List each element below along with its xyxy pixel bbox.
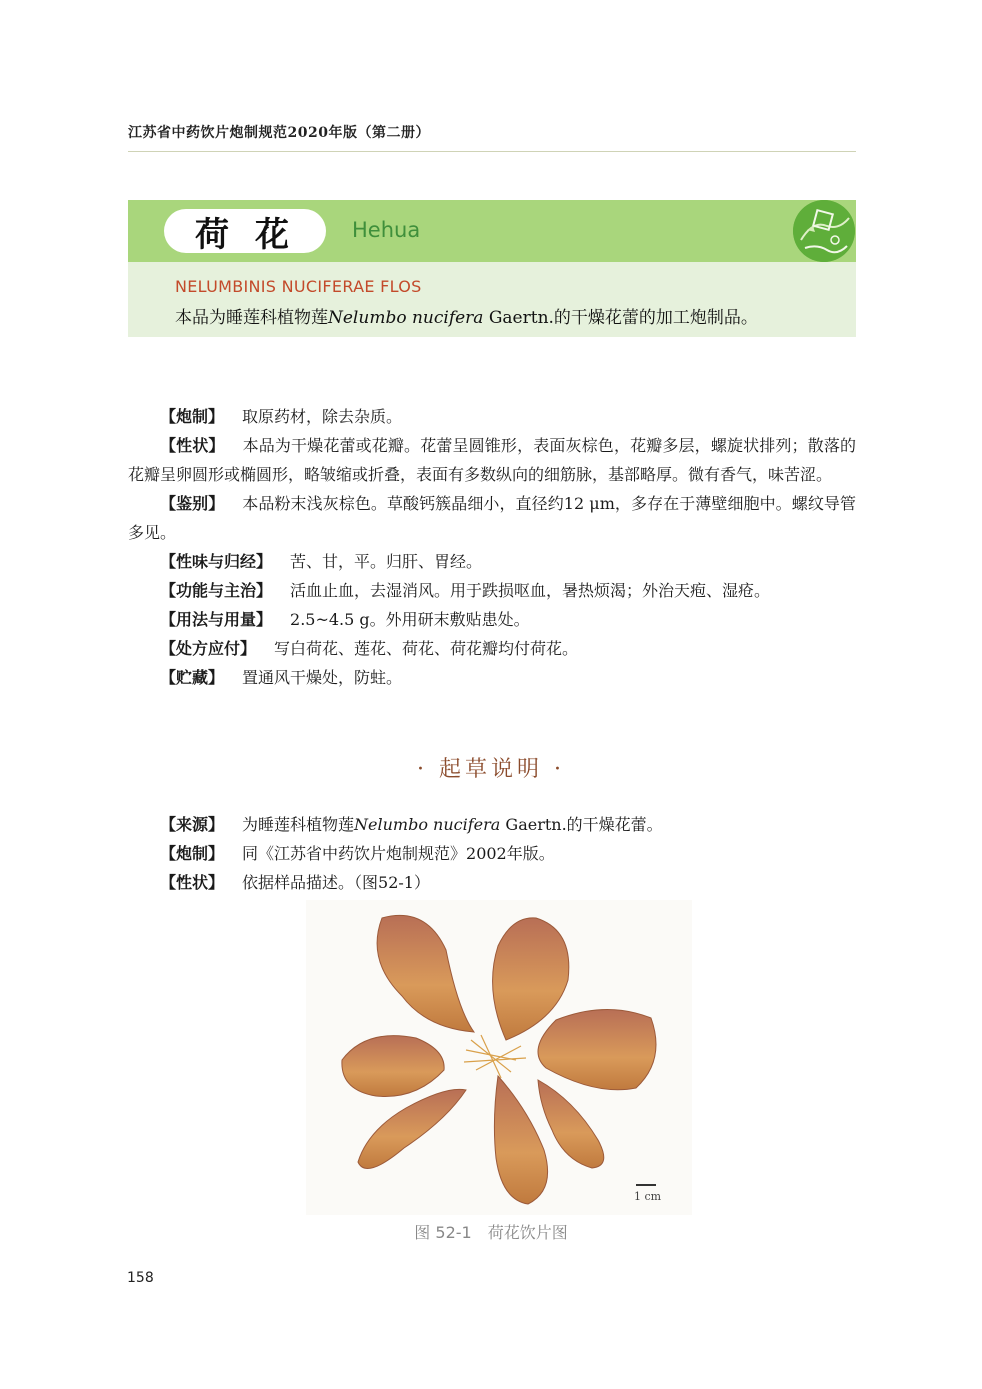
drafting-heading: · 起草说明 · [417,757,565,782]
drafting-character [128,868,856,897]
section-key: 【功能与主治】 [160,581,273,600]
section-text: 本品为干燥花蕾或花瓣。花蕾呈圆锥形，表面灰棕色，花瓣多层，螺旋状排列；散落的花瓣呈卵圆形或椭圆形，略皱缩或折叠，表面有多数纵向的细筋脉，基部略厚。微有香气，味苦涩。 [128,436,856,484]
section-prescription [128,634,856,663]
section-property [128,547,856,576]
drafting-body [128,810,856,897]
herb-pinyin: Hehua [352,218,421,242]
section-function [128,576,856,605]
title-band [128,200,856,337]
definition-pre: 本品为睡莲科植物莲 [175,308,328,328]
header-rule [128,151,856,152]
herb-badge-icon [793,200,855,262]
page-number: 158 [127,1270,154,1286]
section-identification [128,489,856,547]
section-key: 【性味与归经】 [160,552,273,571]
species-name: Nelumbo nucifera [354,815,501,834]
section-text: 依据样品描述。（图52-1） [242,873,430,892]
drafting-source [128,810,856,839]
section-text: 为睡莲科植物莲 [242,815,355,834]
section-storage [128,663,856,692]
section-text: 苦、甘，平。归肝、胃经。 [290,552,483,571]
definition-post: Gaertn.的干燥花蕾的加工炮制品。 [483,308,758,328]
herb-definition [175,303,758,328]
section-key: 【用法与用量】 [160,610,273,629]
section-character [128,431,856,489]
section-key: 【鉴别】 [160,494,225,513]
section-text: Gaertn.的干燥花蕾。 [500,815,663,834]
section-key: 【来源】 [160,815,225,834]
running-header: 江苏省中药饮片炮制规范2020年版（第二册） [128,125,430,141]
section-dosage [128,605,856,634]
section-key: 【处方应付】 [160,639,257,658]
definition-species: Nelumbo nucifera [328,308,484,328]
section-text: 写白荷花、莲花、荷花、荷花瓣均付荷花。 [274,639,579,658]
section-text: 同《江苏省中药饮片炮制规范》2002年版。 [242,844,555,863]
lotus-petals-photo [306,900,692,1215]
herb-latin-name: NELUMBINIS NUCIFERAE FLOS [175,277,422,296]
herb-title: 荷花 [164,209,326,253]
section-key: 【性状】 [160,873,225,892]
drafting-processing [128,839,856,868]
section-text: 本品粉末浅灰棕色。草酸钙簇晶细小，直径约12 μm，多存在于薄壁细胞中。螺纹导管多见。 [128,494,856,542]
section-text: 2.5~4.5 g。外用研末敷贴患处。 [290,610,530,629]
section-text: 取原药材，除去杂质。 [242,407,403,426]
section-text: 置通风干燥处，防蛀。 [242,668,403,687]
section-key: 【炮制】 [160,844,225,863]
section-processing [128,402,856,431]
section-text: 活血止血，去湿消风。用于跌损呕血，暑热烦渴；外治天疱、湿疮。 [290,581,771,600]
figure-caption: 图 52-1 荷花饮片图 [414,1223,568,1242]
monograph-body [128,402,856,692]
section-key: 【贮藏】 [160,668,225,687]
section-key: 【炮制】 [160,407,225,426]
scale-bar-label: 1 cm [634,1190,662,1203]
section-key: 【性状】 [160,436,225,455]
